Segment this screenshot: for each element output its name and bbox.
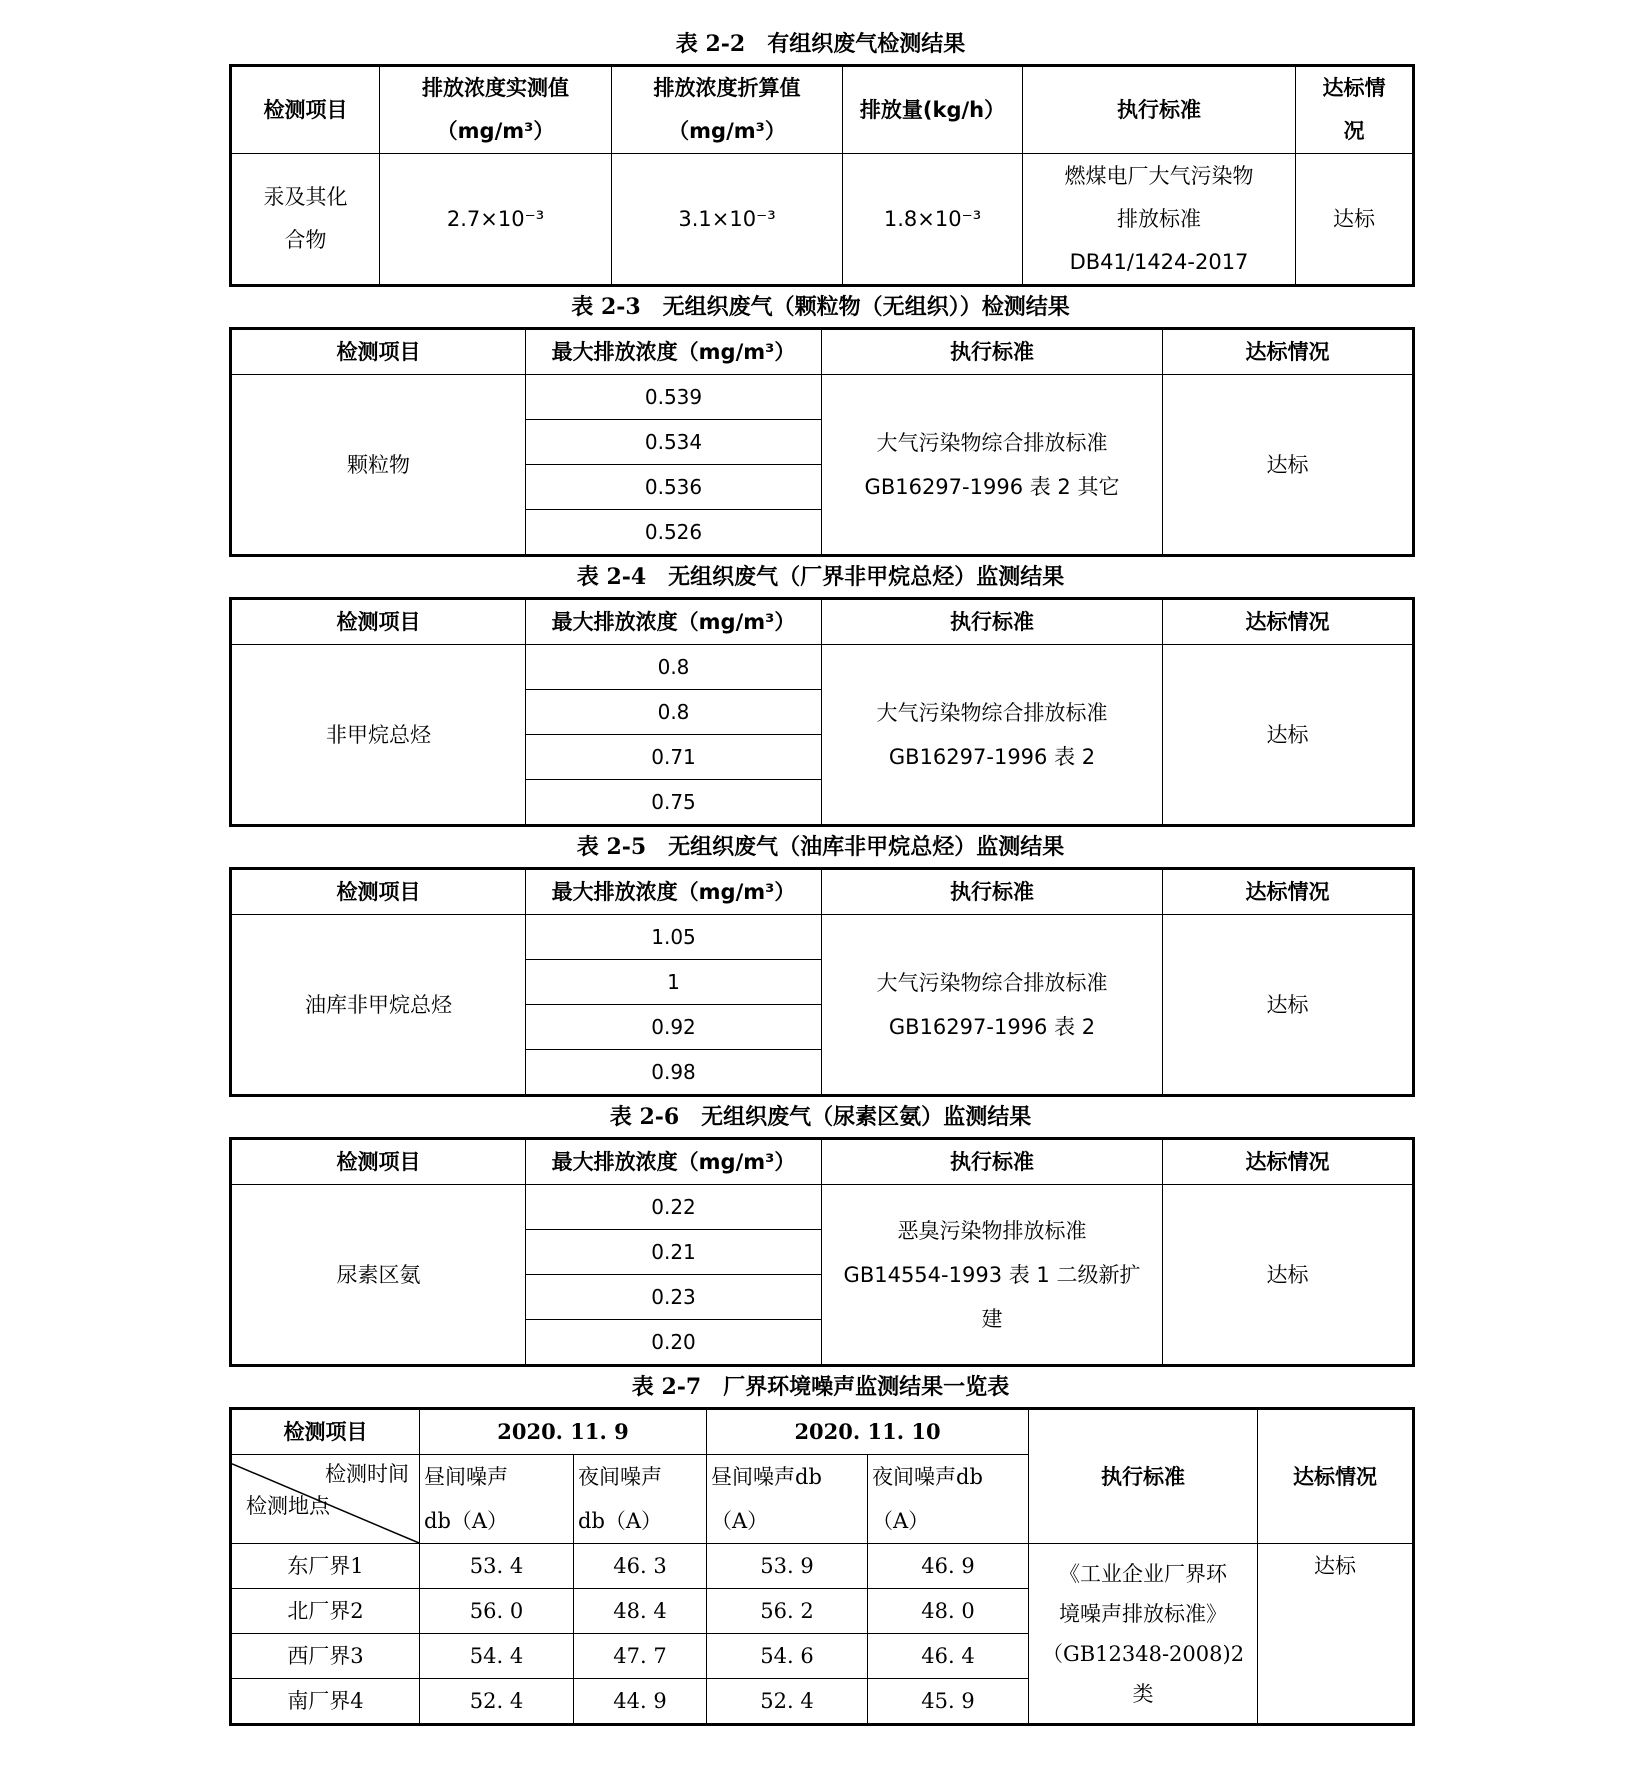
cell-value: 0.92: [526, 1005, 822, 1050]
cell-value: 0.8: [526, 690, 822, 735]
header-standard: 执行标准: [1023, 66, 1296, 154]
table-header-row: [231, 1409, 1414, 1455]
header-max: 最大排放浓度（mg/m³）: [526, 869, 822, 915]
cell-item: 汞及其化 合物: [231, 154, 380, 286]
cell-value: 0.534: [526, 420, 822, 465]
cell-value: 47. 7: [574, 1634, 707, 1679]
table-row: [231, 154, 1414, 286]
table-2-7-caption: 表 2-7 厂界环境噪声监测结果一览表: [631, 1374, 1010, 1400]
header-max: 最大排放浓度（mg/m³）: [526, 1139, 822, 1185]
cell-value: 52. 4: [420, 1679, 574, 1725]
table-2-6: [229, 1137, 1415, 1367]
table-2-5: [229, 867, 1415, 1097]
table-2-7: [229, 1407, 1415, 1726]
table-header-row: [231, 329, 1414, 375]
header-item: 检测项目: [231, 1409, 420, 1455]
header-status: 达标情况: [1258, 1409, 1414, 1544]
cell-item: 非甲烷总烃: [231, 645, 526, 826]
header-item: 检测项目: [231, 1139, 526, 1185]
header-standard: 执行标准: [822, 1139, 1163, 1185]
header-item: 检测项目: [231, 599, 526, 645]
cell-value: 44. 9: [574, 1679, 707, 1725]
cell-status: 达标: [1163, 375, 1414, 556]
diagonal-header-cell: [231, 1455, 420, 1544]
cell-value: 53. 4: [420, 1544, 574, 1589]
cell-value: 46. 4: [868, 1634, 1029, 1679]
table-row: [231, 375, 1414, 420]
header-status: 达标情况: [1163, 869, 1414, 915]
cell-standard: 燃煤电厂大气污染物 排放标准 DB41/1424-2017: [1023, 154, 1296, 286]
cell-status: 达标: [1163, 915, 1414, 1096]
cell-value: 0.20: [526, 1320, 822, 1366]
table-header-row: [231, 599, 1414, 645]
header-standard: 执行标准: [822, 869, 1163, 915]
header-max: 最大排放浓度（mg/m³）: [526, 599, 822, 645]
cell-standard: 大气污染物综合排放标准 GB16297-1996 表 2 其它: [822, 375, 1163, 556]
header-status: 达标情 况: [1296, 66, 1414, 154]
cell-value: 54. 4: [420, 1634, 574, 1679]
header-status: 达标情况: [1163, 329, 1414, 375]
cell-status: 达标: [1163, 645, 1414, 826]
header-status: 达标情况: [1163, 599, 1414, 645]
table-2-3-caption: 表 2-3 无组织废气（颗粒物（无组织））检测结果: [571, 294, 1070, 320]
cell-value: 0.8: [526, 645, 822, 690]
cell-value: 1.05: [526, 915, 822, 960]
table-2-3: [229, 327, 1415, 557]
table-2-4-caption: 表 2-4 无组织废气（厂界非甲烷总烃）监测结果: [576, 564, 1065, 590]
document: [229, 24, 1412, 1726]
table-header-row: [231, 66, 1414, 154]
table-2-5-caption: 表 2-5 无组织废气（油库非甲烷总烃）监测结果: [576, 834, 1065, 860]
table-2-2-caption: 表 2-2 有组织废气检测结果: [675, 31, 966, 57]
cell-item: 尿素区氨: [231, 1185, 526, 1366]
cell-value: 46. 3: [574, 1544, 707, 1589]
cell-value: 0.23: [526, 1275, 822, 1320]
cell-rate: 1.8×10⁻³: [843, 154, 1023, 286]
cell-standard: 恶臭污染物排放标准 GB14554-1993 表 1 二级新扩 建: [822, 1185, 1163, 1366]
cell-value: 53. 9: [707, 1544, 868, 1589]
cell-value: 0.539: [526, 375, 822, 420]
header-rate: 排放量(kg/h）: [843, 66, 1023, 154]
header-d1-night: 夜间噪声 db（A）: [574, 1455, 707, 1544]
cell-value: 54. 6: [707, 1634, 868, 1679]
cell-converted: 3.1×10⁻³: [612, 154, 843, 286]
cell-value: 0.526: [526, 510, 822, 556]
cell-value: 48. 0: [868, 1589, 1029, 1634]
table-2-6-caption: 表 2-6 无组织废气（尿素区氨）监测结果: [609, 1104, 1032, 1130]
header-time-label: 检测时间: [325, 1462, 409, 1486]
header-d2-day: 昼间噪声db （A）: [707, 1455, 868, 1544]
cell-value: 48. 4: [574, 1589, 707, 1634]
cell-status: 达标: [1163, 1185, 1414, 1366]
header-standard: 执行标准: [822, 329, 1163, 375]
header-date-1: 2020. 11. 9: [420, 1409, 707, 1455]
cell-value: 1: [526, 960, 822, 1005]
cell-item: 油库非甲烷总烃: [231, 915, 526, 1096]
header-item: 检测项目: [231, 329, 526, 375]
cell-standard: 大气污染物综合排放标准 GB16297-1996 表 2: [822, 645, 1163, 826]
header-standard: 执行标准: [1029, 1409, 1258, 1544]
table-row: [231, 1185, 1414, 1230]
header-measured: 排放浓度实测值 （mg/m³）: [380, 66, 612, 154]
cell-status: 达标: [1296, 154, 1414, 286]
header-date-2: 2020. 11. 10: [707, 1409, 1029, 1455]
table-row: [231, 645, 1414, 690]
header-item: 检测项目: [231, 66, 380, 154]
cell-value: 0.71: [526, 735, 822, 780]
table-header-row: [231, 1139, 1414, 1185]
cell-site: 西厂界3: [231, 1634, 420, 1679]
table-row: [231, 915, 1414, 960]
cell-value: 0.536: [526, 465, 822, 510]
header-standard: 执行标准: [822, 599, 1163, 645]
cell-standard: 《工业企业厂界环 境噪声排放标准》 （GB12348-2008)2 类: [1029, 1544, 1258, 1725]
table-header-row: [231, 869, 1414, 915]
table-row: [231, 1544, 1414, 1589]
cell-value: 0.21: [526, 1230, 822, 1275]
header-d2-night: 夜间噪声db （A）: [868, 1455, 1029, 1544]
header-item: 检测项目: [231, 869, 526, 915]
table-2-2: [229, 64, 1415, 287]
cell-item: 颗粒物: [231, 375, 526, 556]
cell-value: 46. 9: [868, 1544, 1029, 1589]
cell-value: 56. 2: [707, 1589, 868, 1634]
cell-value: 0.22: [526, 1185, 822, 1230]
cell-standard: 大气污染物综合排放标准 GB16297-1996 表 2: [822, 915, 1163, 1096]
cell-status: 达标: [1258, 1544, 1414, 1725]
table-2-4: [229, 597, 1415, 827]
cell-measured: 2.7×10⁻³: [380, 154, 612, 286]
cell-site: 东厂界1: [231, 1544, 420, 1589]
header-status: 达标情况: [1163, 1139, 1414, 1185]
cell-site: 北厂界2: [231, 1589, 420, 1634]
header-converted: 排放浓度折算值 （mg/m³）: [612, 66, 843, 154]
cell-value: 0.98: [526, 1050, 822, 1096]
header-site-label: 检测地点: [246, 1494, 330, 1518]
cell-site: 南厂界4: [231, 1679, 420, 1725]
cell-value: 52. 4: [707, 1679, 868, 1725]
cell-value: 56. 0: [420, 1589, 574, 1634]
cell-value: 45. 9: [868, 1679, 1029, 1725]
header-max: 最大排放浓度（mg/m³）: [526, 329, 822, 375]
cell-value: 0.75: [526, 780, 822, 826]
header-d1-day: 昼间噪声 db（A）: [420, 1455, 574, 1544]
